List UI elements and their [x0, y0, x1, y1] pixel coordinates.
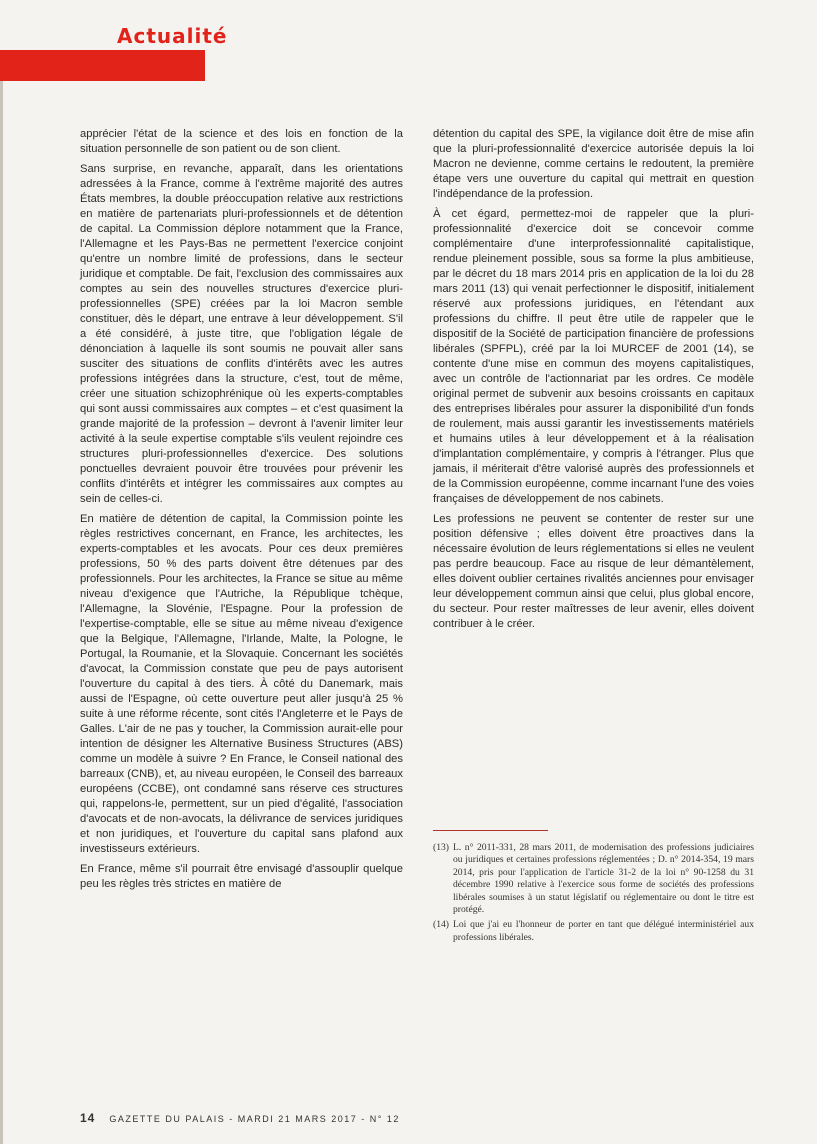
page-number: 14	[80, 1111, 96, 1125]
page-footer	[80, 1111, 400, 1125]
footnotes	[433, 842, 754, 947]
paragraph: Sans surprise, en revanche, apparaît, dans les orientations adressées à la France, comme à l'extrême majorité des autres États membres, la double préoccupation relative aux restrictions en matière de partenariats pluri-professionnels et de détention de capital. La Commission déplore notamment que la France, l'Allemagne et les Pays-Bas ne permettent l'exercice conjoint qu'entre un nombre limité de professions, dans le secteur juridique et comptable. De fait, l'exclusion des commissaires aux comptes au sein des nouvelles structures d'exercice pluri-professionnelles (SPE) créées par la loi Macron semble constituer, dès le départ, une entrave à leur développement. S'il a été considéré, à juste titre, que l'obligation légale de dénonciation à laquelle ils sont soumis ne pouvait aller sans susciter des situations de conflits d'intérêts avec les autres professions intégrées dans la structure, c'est, tout de même, créer une situation schizophrénique où les experts-comptables qui sont aussi commissaires aux comptes – et c'est quasiment la grande majorité de la profession – devront à l'avenir limiter leur activité à la seule expertise comptable s'ils veulent rejoindre ces structures pluri-professionnelles d'exercice. Des solutions ponctuelles devraient pouvoir être trouvées pour prévenir les conflits d'intérêts et intégrer les commissaires aux comptes au sein de celles-ci.	[80, 163, 403, 505]
paragraph: détention du capital des SPE, la vigilance doit être de mise afin que la pluri-professionnalité d'exercice autorisée depuis la loi Macron ne devienne, comme certains le redoutent, la première étape vers une ouverture du capital qui mettrait en question l'indépendance de la profession.	[433, 128, 754, 200]
paragraph: À cet égard, permettez-moi de rappeler que la pluri-professionnalité d'exercice doit se concevoir comme complémentaire d'une interprofessionnalité capitalistique, rendue pleinement possible, sous sa forme la plus ambitieuse, par le décret du 18 mars 2014 pris en application de la loi du 28 mars 2011 (13) qui venait perfectionner le dispositif, initialement réservé aux professions juridiques, en l'étendant aux professions du chiffre. Il peut être utile de rappeler que le dispositif de la Société de participation financière de professions libérales (SPFPL), créé par la loi MURCEF de 2001 (14), se contente d'une mise en commun des moyens capitalistiques, avec un contrôle de l'actionnariat par les ordres. Ce modèle original permet de subvenir aux besoins croissants en capitaux des entreprises libérales pour assurer la disponibilité d'un fonds de roulement, mais aussi garantir les investissements matériels et humains utiles à leur développement et à la réalisation d'implantation complémentaire, y compris à l'étranger. Plus que jamais, il mériterait d'être valorisé auprès des professionnels et de la Commission européenne, comme incarnant l'une des voies françaises de développement de nos cabinets.	[433, 208, 754, 505]
right-column	[433, 127, 754, 637]
section-accent-bar	[0, 50, 205, 81]
paragraph: En matière de détention de capital, la Commission pointe les règles restrictives concernant, en France, les architectes, les experts-comptables et les avocats. Pour ces deux premières professions, 50 % des parts doivent être détenues par des professionnels. Pour les architectes, la France se situe au même niveau d'exigence que l'Autriche, la République tchèque, l'Allemagne, la Slovénie, l'Espagne. Pour la profession de l'expertise-comptable, elle se situe au même niveau d'exigence que la Belgique, l'Allemagne, l'Irlande, Malte, la Pologne, le Portugal, la Roumanie, et la Slovaquie. Concernant les sociétés d'avocat, la Commission constate que peu de pays autorisent l'ouverture du capital à des tiers. À côté du Danemark, mais aussi de l'Espagne, où cette ouverture peut aller jusqu'à 25 % suite à une réforme récente, sont cités l'Angleterre et le Pays de Galles. L'air de ne pas y toucher, la Commission aurait-elle pour intention de désigner les Alternative Business Structures (ABS) comme un modèle à suivre ? En France, le Conseil national des barreaux (CNB), et, au niveau européen, le Conseil des barreaux européens (CCBE), ont condamné sans réserve ces structures qui, rappelons-le, permettent, sur un pied d'égalité, l'association d'avocats et de non-avocats, la délivrance de services juridiques et non juridiques, et l'ouverture du capital sans plafond aux investisseurs extérieurs.	[80, 513, 403, 855]
paragraph: En France, même s'il pourrait être envisagé d'assouplir quelque peu les règles très strictes en matière de	[80, 863, 403, 890]
footnote-number: (14)	[433, 919, 449, 931]
paragraph: apprécier l'état de la science et des lois en fonction de la situation personnelle de son patient ou de son client.	[80, 128, 403, 155]
left-column	[80, 127, 403, 897]
page-edge-shadow	[0, 80, 3, 1144]
section-title: Actualité	[117, 24, 228, 48]
footnote-text: Loi que j'ai eu l'honneur de porter en tant que délégué interministériel aux professions libérales.	[453, 919, 754, 943]
footnote-text: L. n° 2011-331, 28 mars 2011, de modernisation des professions judiciaires ou juridiques et certaines professions réglementées ; D. n° 2014-354, 19 mars 2014, pris pour l'application de l'article 31-2 de la loi n° 90-1258 du 31 décembre 1990 relative à l'exercice sous forme de sociétés des professions libérales soumises à un statut législatif ou réglementaire ou dont le titre est protégé.	[453, 842, 754, 916]
footnote	[433, 842, 754, 916]
footnote-number: (13)	[433, 842, 449, 853]
paragraph: Les professions ne peuvent se contenter de rester sur une position défensive ; elles doivent être proactives dans la nécessaire évolution de leurs réglementations si elles ne veulent pas perdre beaucoup. Face au risque de leur démantèlement, elles doivent oublier certaines rivalités anciennes pour envisager leur développement commun ainsi que celui, plus global encore, du secteur. Pour rester maîtresses de leur avenir, elles doivent contribuer à le créer.	[433, 513, 754, 630]
footnote-separator	[433, 830, 548, 831]
publication-line: GAZETTE DU PALAIS - MARDI 21 MARS 2017 - N° 12	[109, 1114, 400, 1124]
footnote	[433, 919, 754, 944]
